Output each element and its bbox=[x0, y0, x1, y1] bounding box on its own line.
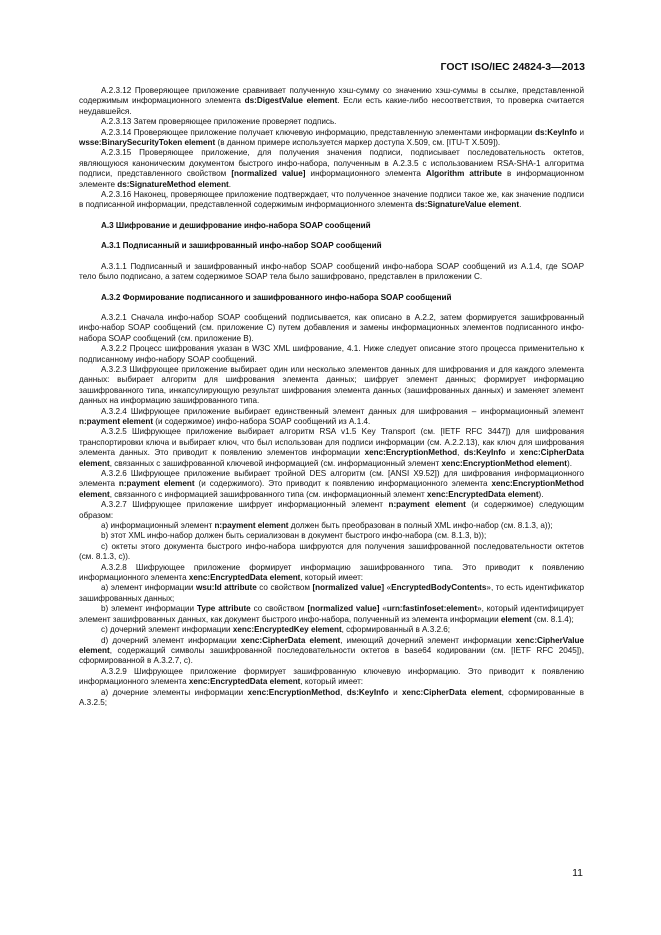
paragraph bbox=[79, 128, 584, 149]
text-segment: , bbox=[457, 448, 464, 458]
paragraph bbox=[79, 563, 584, 584]
text-segment: А.3.2.8 Шифрующее приложение формирует информацию зашифрованного типа. Это приводит к появлению информационного элемента bbox=[79, 562, 584, 583]
text-segment: , связанных с зашифрованной ключевой информацией (см. информационный элемент bbox=[109, 458, 442, 468]
paragraph bbox=[79, 500, 584, 521]
text-segment: (в данном примере используется маркер доступа X.509, см. [ITU-T X.509]). bbox=[215, 138, 501, 148]
bold-term: n:payment element bbox=[118, 479, 195, 489]
text-segment: а) элемент информации bbox=[101, 583, 196, 593]
text-segment: . bbox=[228, 179, 232, 189]
paragraph bbox=[79, 469, 584, 500]
paragraph bbox=[79, 604, 584, 625]
text-segment: с) октеты этого документа быстрого инфо-набора шифруются для получения зашифрованной последовательности октетов (см. 8.1.3, с)). bbox=[79, 541, 584, 562]
text-segment: , который имеет: bbox=[300, 573, 364, 583]
paragraph bbox=[79, 117, 584, 127]
text-segment: А.3.2.7 Шифрующее приложение шифрует информационный элемент bbox=[101, 500, 389, 510]
bold-term: ds:SignatureValue element bbox=[415, 200, 520, 210]
text-segment: , содержащий символы зашифрованной последовательности октетов в base64 кодировании (см. [IETF RFC 2045]), сформированной в А.3.2.7, с). bbox=[79, 645, 584, 666]
bold-term: ds:KeyInfo bbox=[463, 448, 506, 458]
paragraph bbox=[79, 86, 584, 117]
text-segment: А.2.3.14 Проверяющее приложение получает ключевую информацию, представленную элементами информации bbox=[101, 127, 536, 137]
text-segment: информационного элемента bbox=[305, 169, 426, 179]
text-segment: должен быть преобразован в полный XML инфо-набор (см. 8.1.3, а)); bbox=[288, 521, 553, 531]
section-heading bbox=[79, 221, 584, 231]
text-segment: а) информационный элемент bbox=[101, 521, 215, 531]
paragraph bbox=[79, 531, 584, 541]
text-segment: и bbox=[577, 127, 584, 137]
text-segment: А.2.3.16 Наконец, проверяющее приложение подтверждает, что полученное значение подписи такое же, как значение подписи в подписанной информации, представленной содержимым информационного элемента bbox=[79, 190, 584, 210]
text-segment: А.2.3.13 Затем проверяющее приложение проверяет подпись. bbox=[101, 117, 337, 127]
bold-term: [normalized value] bbox=[231, 169, 306, 179]
text-segment: со свойством bbox=[250, 604, 308, 614]
paragraph bbox=[79, 190, 584, 211]
text-segment: . Если есть какие-либо несоответствия, то проверка считается неудавшейся. bbox=[79, 96, 585, 116]
text-segment: А.2.3.12 Проверяющее приложение сравнивает полученную хэш-сумму со значению хэш-суммы в ссылке, представленной содержимым информационного элемента bbox=[79, 86, 584, 106]
text-segment: в информационном элементе bbox=[79, 169, 585, 189]
bold-term: xenc:EncryptedData element bbox=[188, 573, 301, 583]
paragraph bbox=[79, 313, 584, 344]
text-segment: ). bbox=[538, 489, 544, 499]
bold-term: ds:KeyInfo bbox=[535, 127, 578, 137]
text-segment: , связанного с информацией зашифрованного типа (см. информационный элемент bbox=[109, 489, 427, 499]
paragraph bbox=[79, 688, 584, 709]
text-segment: со свойством bbox=[256, 583, 313, 593]
paragraph bbox=[79, 365, 584, 407]
paragraph bbox=[79, 667, 584, 688]
bold-term: Algorithm attribute bbox=[425, 169, 502, 179]
paragraph bbox=[79, 427, 584, 469]
text-segment: « bbox=[384, 583, 392, 593]
text-segment: А.3.2.2 Процесс шифрования указан в W3C XML шифрование, 4.1. Ниже следует описание этого процесса применительно к подписанному инфо-набору SOAP сообщений. bbox=[79, 344, 584, 364]
bold-term: n:payment element bbox=[388, 500, 466, 510]
bold-term: xenc:EncryptedKey element bbox=[232, 625, 342, 635]
bold-term: xenc:CipherValue element bbox=[79, 635, 584, 655]
paragraph bbox=[79, 542, 584, 563]
text-segment: А.3.2.5 Шифрующее приложение выбирает алгоритм RSA v1.5 Key Transport (см. [IETF RFC 3447]) для шифрования транспортировки ключа и выбирает ключ, что был использован для подписи информации (см. А.2.2.13), как ключ для шифрования элемента данных. Это приводит к появлению элементов информации bbox=[79, 427, 584, 458]
bold-term: [normalized value] bbox=[312, 583, 385, 593]
bold-term: EncryptedBodyContents bbox=[391, 583, 487, 593]
text-segment: А.3.2.3 Шифрующее приложение выбирает один или несколько элементов данных для шифрования и для каждого элемента данных: выбирает алгоритм для шифрования элемента данных; шифрует элемент данных; формирует информацию зашифрованного типа, инкапсулирующую результат шифрования элемента данных (зашифрованных данных) и заменяет элемент данных на информацию зашифрованного типа. bbox=[79, 364, 584, 406]
text-segment: А.3.2.4 Шифрующее приложение выбирает единственный элемент данных для шифрования – информационный элемент bbox=[101, 406, 584, 416]
bold-term: element bbox=[500, 614, 532, 624]
bold-term: xenc:EncryptedData element bbox=[188, 677, 301, 687]
bold-term: [normalized value] bbox=[307, 604, 380, 614]
bold-term: А.3.1 Подписанный и зашифрованный инфо-набор SOAP сообщений bbox=[101, 241, 382, 251]
bold-term: xenc:EncryptionMethod element bbox=[441, 458, 567, 468]
text-segment: , имеющий дочерний элемент информации bbox=[340, 635, 516, 645]
text-segment: А.2.3.15 Проверяющее приложение, для получения значения подписи, подписывает последовательность октетов, являющуюся каноническим документом быстрого инфо-набора, полученным в А.2.3.5 с использованием RSA-SHA-1 алгоритма подписи, представленного свойством bbox=[79, 148, 584, 179]
text-segment: А.3.2.9 Шифрующее приложение формирует зашифрованную ключевую информацию. Это приводит к появлению информационного элемента bbox=[79, 666, 584, 687]
text-segment: и bbox=[388, 687, 402, 697]
text-segment: , сформированный в А.3.2.6; bbox=[341, 625, 451, 635]
bold-term: n:payment element bbox=[79, 416, 154, 426]
paragraph bbox=[79, 521, 584, 531]
bold-term: xenc:EncryptionMethod bbox=[247, 687, 341, 697]
bold-term: xenc:CipherData element bbox=[402, 687, 502, 697]
text-segment: (и содержимое) следующим образом: bbox=[79, 500, 584, 520]
bold-term: А.3.2 Формирование подписанного и зашифрованного инфо-набора SOAP сообщений bbox=[101, 292, 452, 302]
text-segment: а) дочерние элементы информации bbox=[101, 687, 248, 697]
bold-term: А.3 Шифрование и дешифрование инфо-набора SOAP сообщений bbox=[101, 220, 371, 230]
paragraph bbox=[79, 407, 584, 428]
text-segment: А.3.1.1 Подписанный и зашифрованный инфо-набор SOAP сообщений инфо-набора SOAP сообщений из А.1.4, где SOAP тело было подписано, а затем содержимое SOAP тела было зашифровано, представлен в приложении С. bbox=[79, 261, 584, 282]
page-number: 11 bbox=[572, 867, 583, 879]
bold-term: xenc:EncryptionMethod bbox=[364, 448, 458, 458]
section-heading bbox=[79, 293, 584, 303]
section-heading bbox=[79, 241, 584, 251]
text-segment: , bbox=[340, 687, 347, 697]
text-segment: ). bbox=[566, 458, 572, 468]
bold-term: xenc:CipherData element bbox=[240, 635, 341, 645]
bold-term: n:payment element bbox=[214, 521, 289, 531]
bold-term: urn:fastinfoset:element bbox=[386, 604, 478, 614]
text-segment: b) элемент информации bbox=[101, 604, 197, 614]
text-segment: , сформированные в А.3.2.5; bbox=[79, 687, 584, 707]
text-segment: « bbox=[379, 604, 387, 614]
text-segment: », то есть идентификатор зашифрованных данных; bbox=[79, 583, 584, 603]
text-segment: d) дочерний элемент информации bbox=[101, 635, 241, 645]
text-segment: и bbox=[505, 448, 520, 458]
bold-term: wsse:BinarySecurityToken element bbox=[79, 138, 216, 148]
text-segment: . bbox=[519, 200, 522, 210]
text-segment: b) этот XML инфо-набор должен быть сериализован в документ быстрого инфо-набора (см. 8.1.3, b)); bbox=[101, 531, 487, 541]
paragraph bbox=[79, 636, 584, 667]
text-segment: , который имеет: bbox=[300, 677, 364, 687]
standard-header: ГОСТ ISO/IEC 24824-3—2013 bbox=[440, 61, 585, 73]
bold-term: xenc:CipherData element bbox=[79, 448, 584, 468]
bold-term: wsu:Id attribute bbox=[195, 583, 257, 593]
paragraph bbox=[79, 583, 584, 604]
text-segment: », который идентифицирует элемент зашифрованных данных, как документ быстрого инфо-набора, полученный из элемента информации bbox=[79, 604, 584, 624]
text-segment: с) дочерний элемент информации bbox=[101, 625, 233, 635]
bold-term: ds:SignatureMethod element bbox=[117, 179, 229, 189]
text-segment: (см. 8.1.4); bbox=[531, 614, 574, 624]
text-segment: А.3.2.6 Шифрующее приложение выбирает тройной DES алгоритм (см. [ANSI X9.52]) для шифрования информационного элемента bbox=[79, 469, 584, 489]
bold-term: xenc:EncryptedData element bbox=[427, 489, 539, 499]
paragraph bbox=[79, 625, 584, 635]
bold-term: Type attribute bbox=[196, 604, 251, 614]
text-segment: (и содержимого). Это приводит к появлению информационного элемента bbox=[194, 479, 492, 489]
bold-term: ds:KeyInfo bbox=[346, 687, 389, 697]
bold-term: ds:DigestValue element bbox=[244, 96, 338, 106]
bold-term: xenc:EncryptionMethod element bbox=[79, 479, 584, 499]
paragraph bbox=[79, 262, 584, 283]
paragraph bbox=[79, 344, 584, 365]
document-body bbox=[79, 86, 584, 708]
text-segment: А.3.2.1 Сначала инфо-набор SOAP сообщений подписывается, как описано в А.2.2, затем формируется зашифрованный инфо-набор SOAP сообщений (см. приложение С) путем добавления и замены информационных элементов подписанного инфо-набора SOAP сообщений (см. приложение В). bbox=[79, 312, 584, 343]
paragraph bbox=[79, 148, 584, 190]
text-segment: (и содержимое) инфо-набора SOAP сообщений из А.1.4. bbox=[153, 416, 371, 426]
